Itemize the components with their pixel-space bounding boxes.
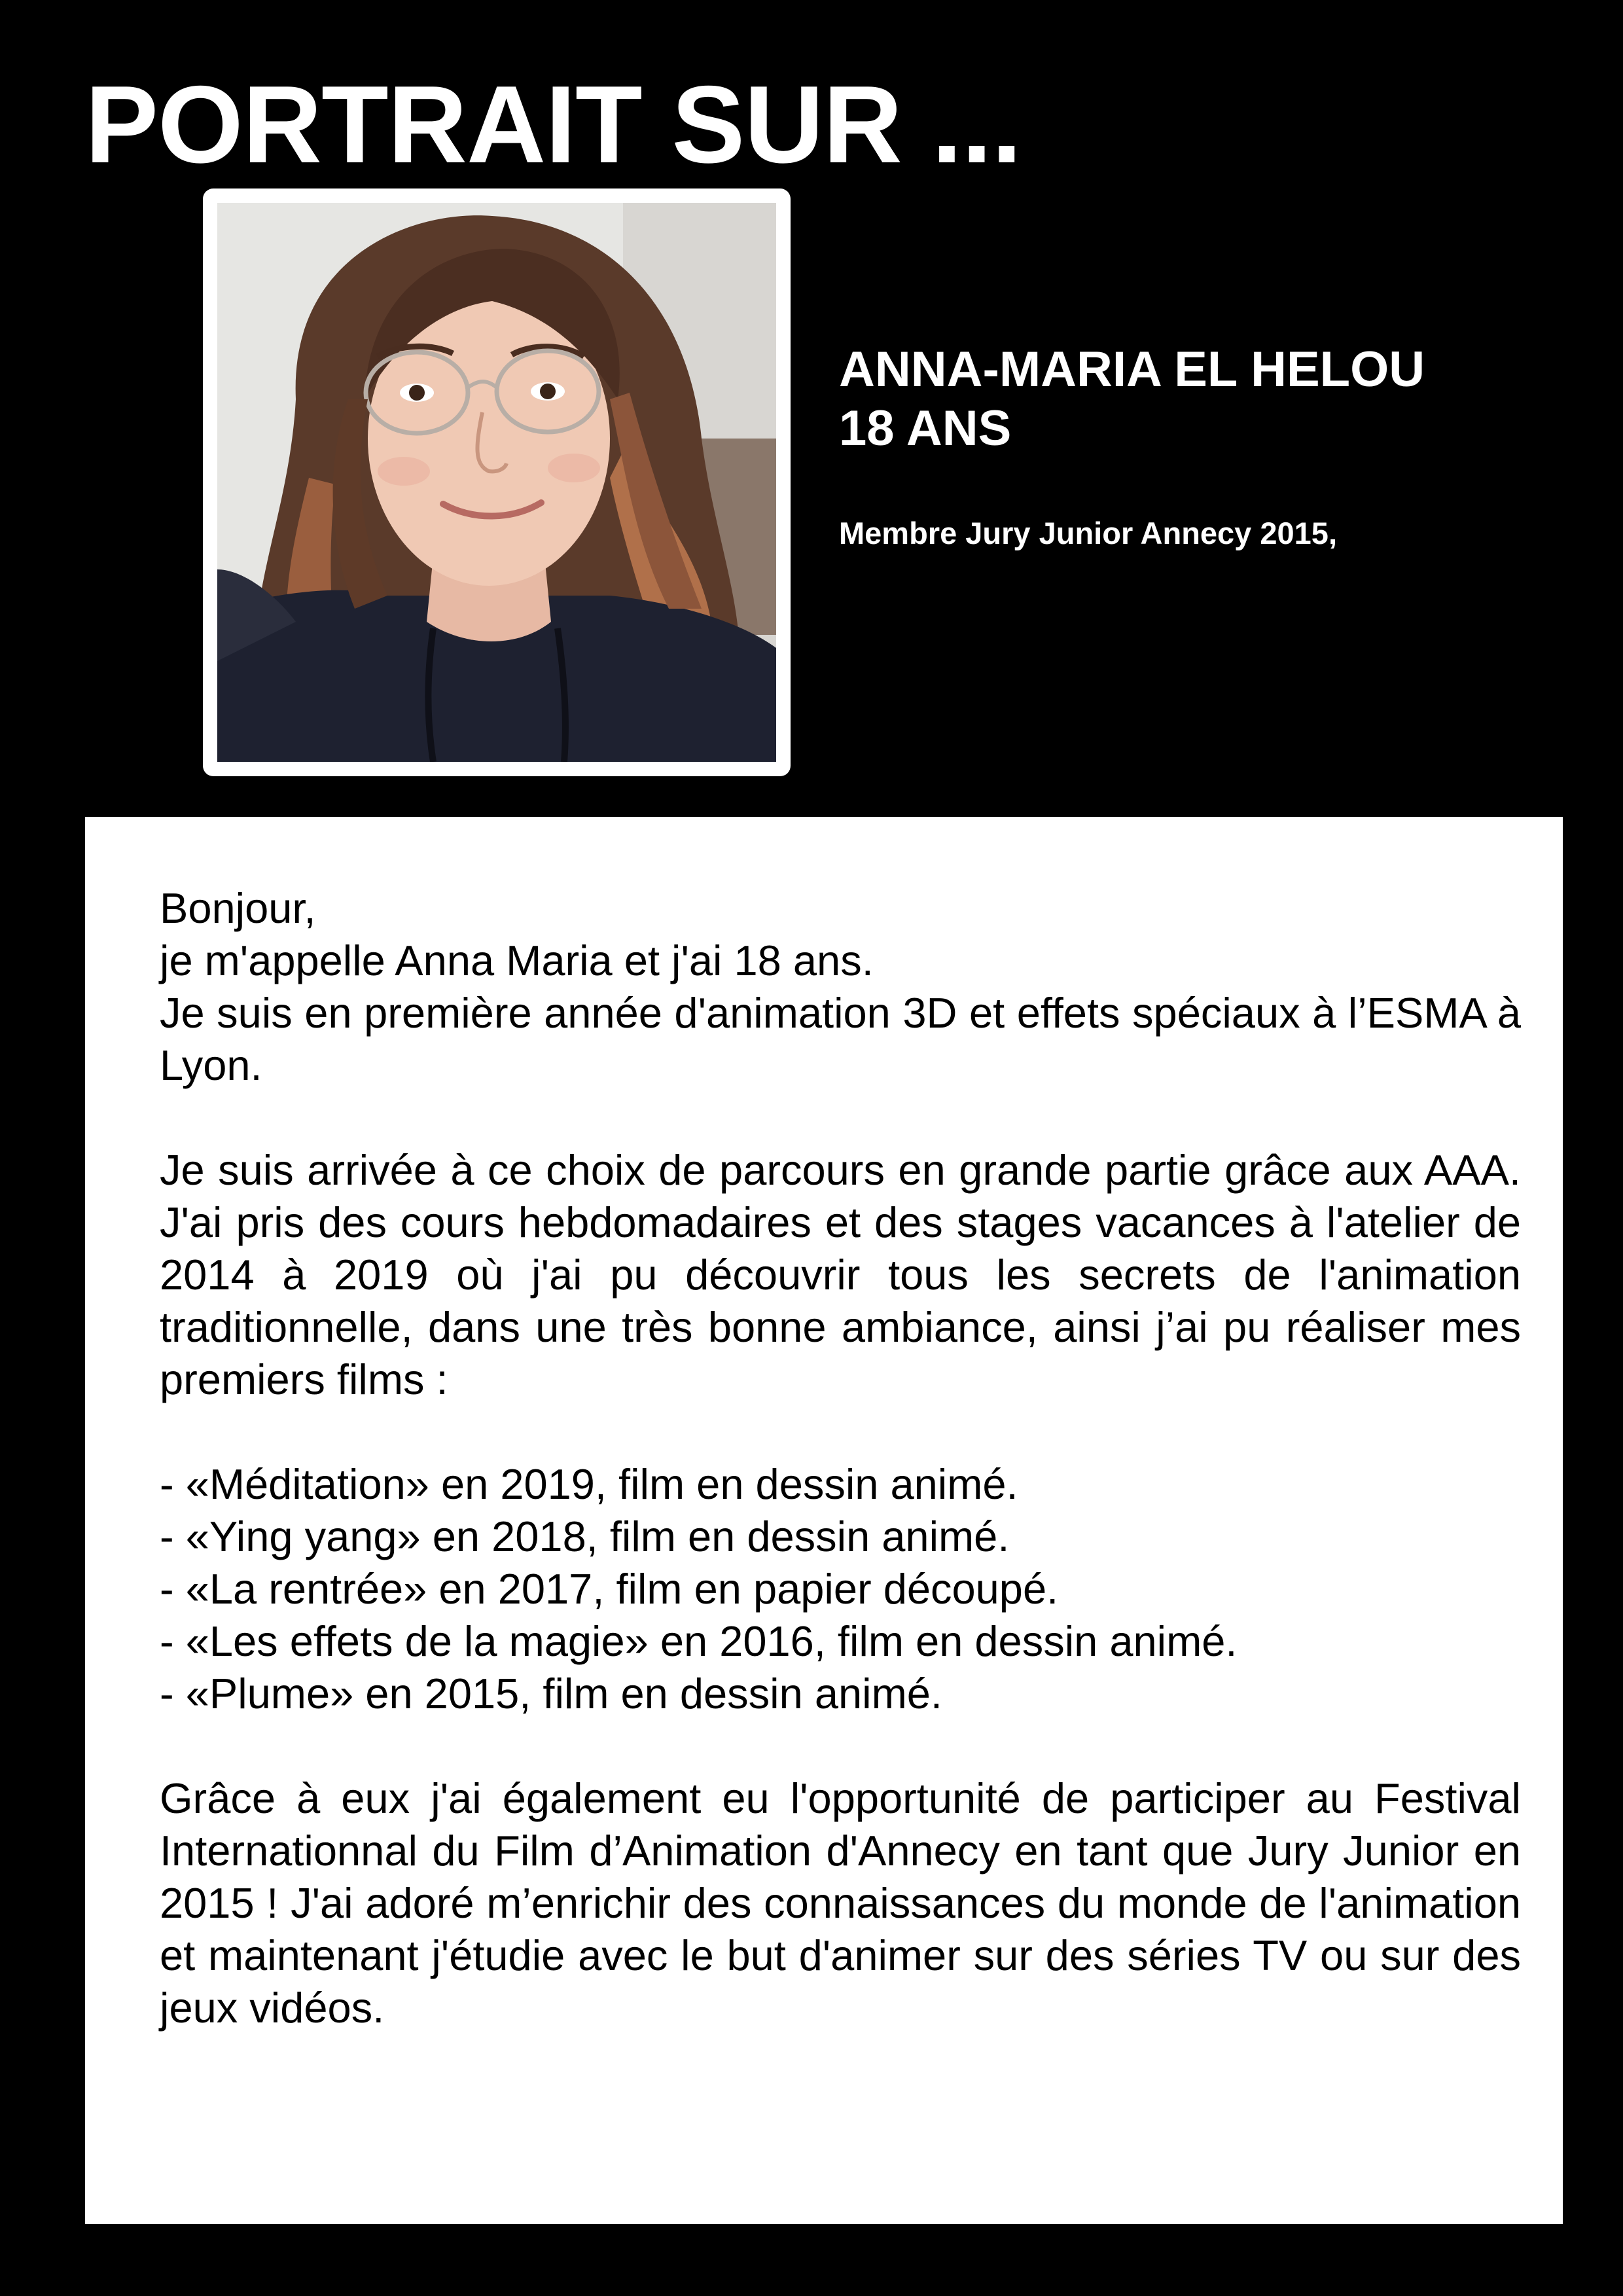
profile-age: 18 ANS <box>839 401 1012 456</box>
text-panel <box>85 817 1563 2224</box>
greeting: Bonjour, <box>160 884 316 932</box>
portrait-photo <box>217 203 776 762</box>
list-item: - «Les effets de la magie» en 2016, film en dessin animé. <box>160 1617 1238 1665</box>
portrait-photo-frame <box>203 188 791 776</box>
list-item: - «Plume» en 2015, film en dessin animé. <box>160 1670 942 1717</box>
text-body <box>160 882 1521 2034</box>
paragraph-festival: Grâce à eux j'ai également eu l'opportunité de participer au Festival Internationnal du Film d’Animation d'Annecy en tant que Jury Junior en 2015 ! J'ai adoré m’enrichir des connaissances du monde de l'animation et maintenant j'étudie avec le but d'animer sur des séries TV ou sur des jeux vidéos. <box>160 1774 1521 2032</box>
page-title: PORTRAIT SUR ... <box>85 63 1022 186</box>
list-item: - «Ying yang» en 2018, film en dessin animé. <box>160 1513 1010 1560</box>
intro-school: Je suis en première année d'animation 3D et effets spéciaux à l’ESMA à Lyon. <box>160 989 1521 1089</box>
intro-name: je m'appelle Anna Maria et j'ai 18 ans. <box>160 937 874 984</box>
list-item: - «Méditation» en 2019, film en dessin animé. <box>160 1460 1018 1508</box>
list-item: - «La rentrée» en 2017, film en papier découpé. <box>160 1565 1059 1613</box>
films-list <box>160 1458 1521 1720</box>
paragraph-choice: Je suis arrivée à ce choix de parcours en grande partie grâce aux AAA. J'ai pris des cours hebdomadaires et des stages vacances à l'atelier de 2014 à 2019 où j'ai pu découvrir tous les secrets de l'animation traditionnelle, dans une très bonne ambiance, ainsi j’ai pu réaliser mes premiers films : <box>160 1146 1521 1403</box>
profile-name: ANNA-MARIA EL HELOU <box>839 342 1425 397</box>
profile-role: Membre Jury Junior Annecy 2015, <box>839 516 1337 550</box>
